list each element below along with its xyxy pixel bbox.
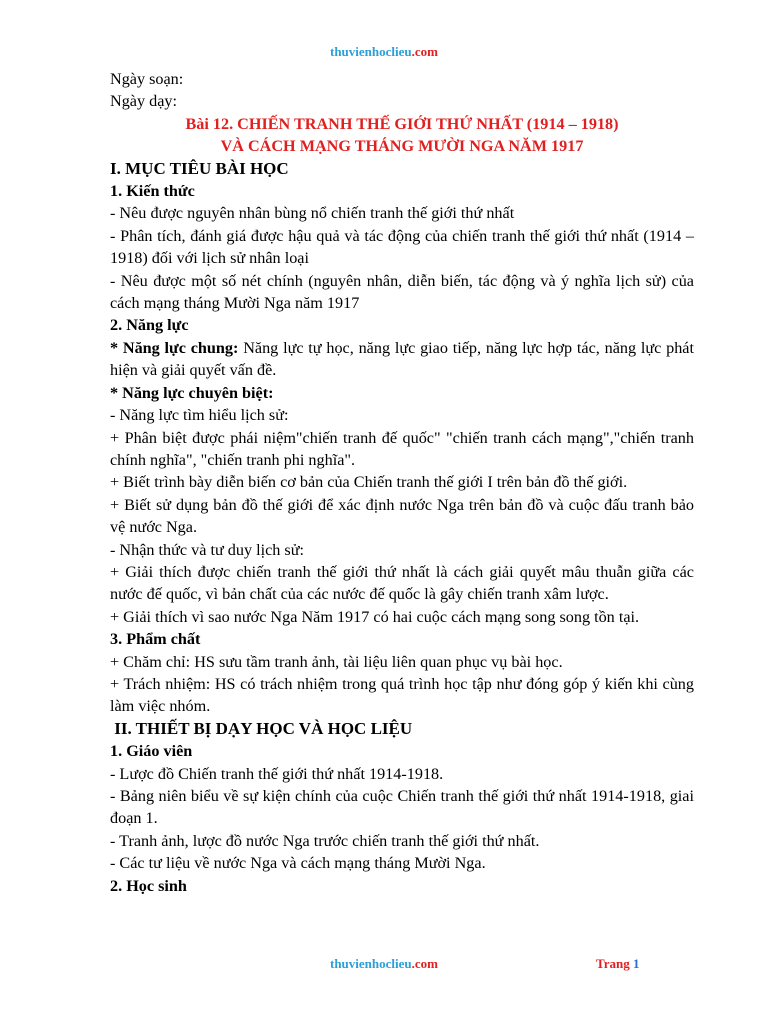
pham-chat-item: + Trách nhiệm: HS có trách nhiệm trong quá trình học tập như đóng góp ý kiến khi cùng làm việc nhóm.: [110, 674, 694, 716]
giao-vien-item: - Các tư liệu về nước Nga và cách mạng tháng Mười Nga.: [110, 854, 486, 873]
giao-vien-item: - Bảng niên biểu về sự kiện chính của cuộc Chiến tranh thế giới thứ nhất 1914-1918, giai đoạn 1.: [110, 787, 694, 828]
giao-vien-item: - Tranh ảnh, lược đồ nước Nga trước chiến tranh thế giới thứ nhất.: [110, 831, 540, 850]
nang-luc-chuyen-biet-label: * Năng lực chuyên biệt:: [110, 383, 274, 402]
footer-brand-name: thuvienhoclieu: [330, 956, 412, 971]
document-body: [110, 68, 694, 897]
nang-luc-chung: [110, 337, 694, 382]
nang-luc-item: - Năng lực tìm hiểu lịch sử:: [110, 406, 289, 425]
nang-luc-item: - Nhận thức và tư duy lịch sử:: [110, 540, 305, 559]
nang-luc-chung-text: Năng lực tự học, năng lực giao tiếp, năng lực hợp tác, năng lực phát hiện và giải quyết vấn đề.: [110, 338, 694, 380]
nang-luc-item: + Phân biệt được phái niệm"chiến tranh đế quốc" "chiến tranh cách mạng","chiến tranh chính nghĩa", "chiến tranh phi nghĩa".: [110, 428, 694, 469]
footer-brand-domain: .com: [411, 956, 438, 971]
kien-thuc-item: - Nêu được một số nét chính (nguyên nhân, diễn biến, tác động và ý nghĩa lịch sử) của cách mạng tháng Mười Nga năm 1917: [110, 271, 694, 313]
giao-vien-item: - Lược đồ Chiến tranh thế giới thứ nhất 1914-1918.: [110, 764, 444, 783]
giao-vien-heading: 1. Giáo viên: [110, 742, 193, 761]
kien-thuc-item: - Nêu được nguyên nhân bùng nổ chiến tranh thế giới thứ nhất: [110, 204, 515, 223]
page-footer: [0, 956, 768, 976]
lesson-title-line1: Bài 12. CHIẾN TRANH THẾ GIỚI THỨ NHẤT (1914 – 1918): [185, 114, 619, 133]
section2-heading: II. THIẾT BỊ DẠY HỌC VÀ HỌC LIỆU: [110, 718, 413, 738]
page-header: [0, 44, 768, 60]
nang-luc-item: + Giải thích được chiến tranh thế giới thứ nhất là cách giải quyết mâu thuẫn giữa các nước đế quốc, vì bản chất của các nước đế quốc là gây chiến tranh xâm lược.: [110, 562, 694, 604]
nang-luc-heading: 2. Năng lực: [110, 316, 189, 335]
hoc-sinh-heading: 2. Học sinh: [110, 876, 187, 895]
page-number: [596, 956, 639, 972]
kien-thuc-item: - Phân tích, đánh giá được hậu quả và tác động của chiến tranh thế giới thứ nhất (1914 – 1918) đối với lịch sử nhân loại: [110, 226, 694, 268]
nang-luc-chung-label: * Năng lực chung:: [110, 338, 239, 357]
lesson-title-line2: VÀ CÁCH MẠNG THÁNG MƯỜI NGA NĂM 1917: [220, 137, 584, 156]
page-label: Trang: [596, 956, 633, 971]
header-brand-domain: .com: [411, 44, 438, 59]
pham-chat-item: + Chăm chỉ: HS sưu tầm tranh ảnh, tài liệu liên quan phục vụ bài học.: [110, 652, 563, 671]
header-brand-name: thuvienhoclieu: [330, 44, 412, 59]
section1-heading: I. MỤC TIÊU BÀI HỌC: [110, 158, 289, 178]
page-number-value: 1: [632, 956, 640, 971]
nang-luc-item: + Biết trình bày diễn biến cơ bản của Chiến tranh thế giới I trên bản đồ thế giới.: [110, 473, 628, 492]
ngay-soan: Ngày soạn:: [110, 70, 184, 88]
kien-thuc-heading: 1. Kiến thức: [110, 182, 195, 201]
nang-luc-item: + Biết sử dụng bản đồ thế giới để xác định nước Nga trên bản đồ và cuộc đấu tranh bảo vệ nước Nga.: [110, 495, 694, 537]
footer-brand: [0, 956, 768, 972]
nang-luc-item: + Giải thích vì sao nước Nga Năm 1917 có hai cuộc cách mạng song song tồn tại.: [110, 607, 640, 626]
pham-chat-heading: 3. Phẩm chất: [110, 630, 201, 649]
ngay-day: Ngày dạy:: [110, 92, 177, 111]
